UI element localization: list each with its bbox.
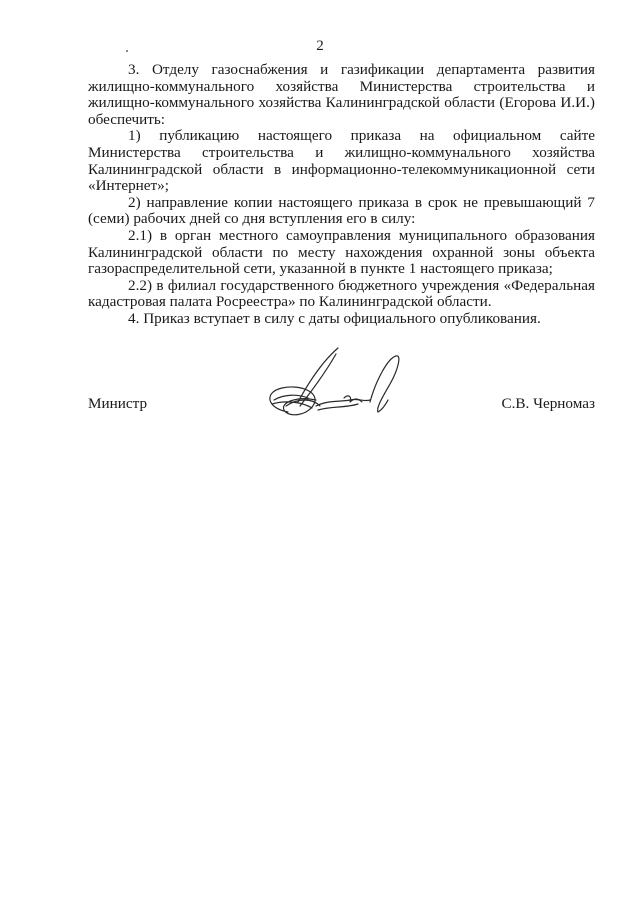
paragraph-3-gas-department: 3. Отделу газоснабжения и газификации департамента развития жилищно-коммунального хозяйства Министерства строительства и жилищно-коммунального хозяйства Калининградской области (Егорова И.И.) обеспечить: bbox=[88, 61, 595, 128]
paragraph-4-effective-date: 4. Приказ вступает в силу с даты официального опубликования. bbox=[128, 309, 541, 327]
paragraph-3-2-2-cadastral-chamber: 2.2) в филиал государственного бюджетного учреждения «Федеральная кадастровая палата Росреестра» по Калининградской области. bbox=[88, 276, 595, 311]
signatory-name: С.В. Черномаз bbox=[501, 395, 595, 412]
page-number: 2 bbox=[316, 38, 324, 54]
signatory-title: Министр bbox=[88, 395, 148, 412]
signature-block bbox=[88, 340, 595, 430]
order-body bbox=[88, 62, 595, 328]
paragraph-3-1-publication: 1) публикацию настоящего приказа на официальном сайте Министерства строительства и жилищно-коммунального хозяйства Калининградской области в информационно-телекоммуникационной сети «Интернет»; bbox=[88, 127, 595, 195]
paragraph-3-2-1-local-government: 2.1) в орган местного самоуправления муниципального образования Калининградской области по месту нахождения охранной зоны объекта газораспределительной сети, указанной в пункте 1 настоящего приказа; bbox=[88, 226, 595, 278]
paragraph-3-2-send-copies: 2) направление копии настоящего приказа в срок не превышающий 7 (семи) рабочих дней со дня вступления его в силу: bbox=[88, 193, 595, 228]
handwritten-signature bbox=[258, 340, 418, 430]
